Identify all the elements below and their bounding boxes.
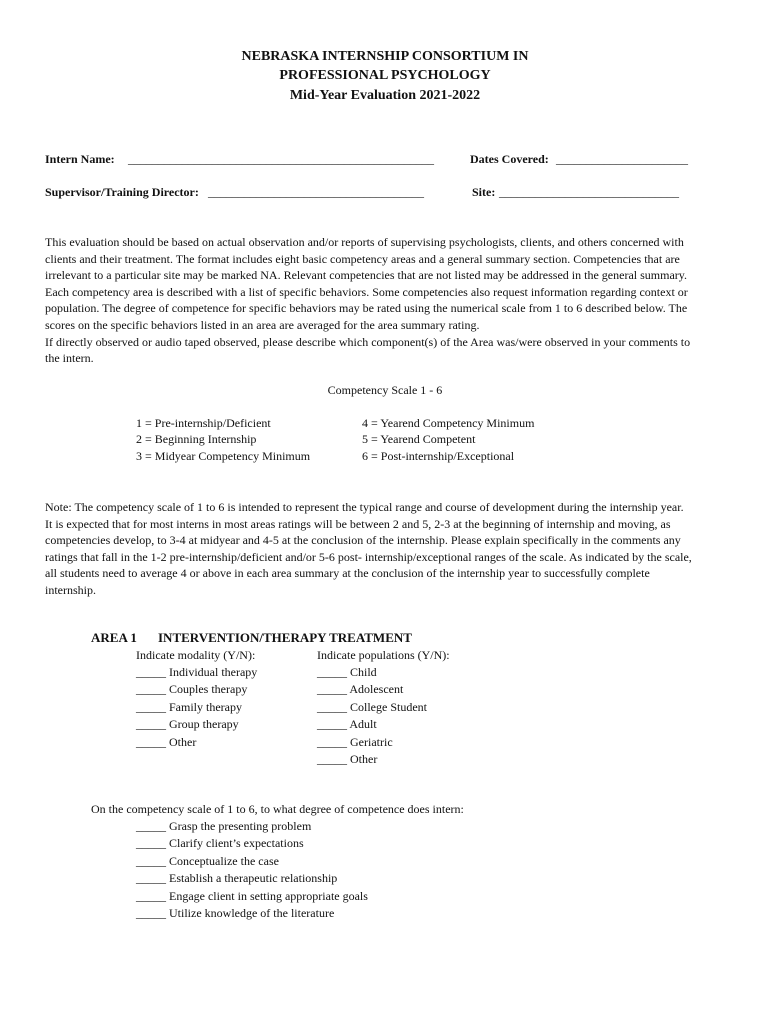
modality-item-couples[interactable]: _____ Couples therapy	[136, 682, 248, 696]
supervisor-field[interactable]: ____________________________________	[208, 185, 424, 199]
modality-item-other[interactable]: _____ Other	[136, 735, 197, 749]
scale-item-1: 1 = Pre-internship/Deficient	[136, 416, 271, 430]
scale-item-2: 2 = Beginning Internship	[136, 432, 257, 446]
population-item-college-student[interactable]: _____ College Student	[317, 700, 427, 714]
modality-heading: Indicate modality (Y/N):	[136, 648, 256, 662]
competence-prompt: On the competency scale of 1 to 6, to what degree of competence does intern:	[91, 802, 464, 816]
site-field[interactable]: ______________________________	[499, 185, 679, 199]
intro-line: the intern.	[45, 351, 94, 366]
scale-item-5: 5 = Yearend Competent	[362, 432, 476, 446]
competence-item-client-expectations[interactable]: _____ Clarify client’s expectations	[136, 836, 304, 850]
note-line: It is expected that for most interns in most areas ratings will be between 2 and 5, 2-3 at the beginning of internship and moving, as	[45, 516, 671, 531]
note-paragraph	[45, 499, 735, 599]
modality-item-family[interactable]: _____ Family therapy	[136, 700, 242, 714]
dates-covered-label: Dates Covered:	[470, 152, 549, 166]
competence-item-setting-goals[interactable]: _____ Engage client in setting appropriate goals	[136, 889, 368, 903]
competency-scale-title: Competency Scale 1 - 6	[327, 383, 443, 397]
intern-name-field[interactable]: ___________________________________________________	[128, 152, 434, 166]
document-title-line-3: Mid-Year Evaluation 2021-2022	[289, 88, 481, 103]
document-title-line-1: NEBRASKA INTERNSHIP CONSORTIUM IN	[241, 49, 529, 64]
competence-item-presenting-problem[interactable]: _____ Grasp the presenting problem	[136, 819, 312, 833]
document-title-line-2: PROFESSIONAL PSYCHOLOGY	[279, 68, 491, 83]
dates-covered-field[interactable]: ______________________	[556, 152, 688, 166]
scale-item-6: 6 = Post-internship/Exceptional	[362, 449, 515, 463]
site-label: Site:	[472, 185, 496, 199]
intro-line: irrelevant to a particular site may be marked NA. Relevant competencies that are not listed may be addressed in the general summary.	[45, 268, 687, 283]
note-line: ratings that fall in the 1-2 pre-internship/deficient and/or 5-6 post- internship/exceptional ranges of the scale. As indicated by the scale,	[45, 549, 692, 564]
area-title: INTERVENTION/THERAPY TREATMENT	[158, 630, 412, 645]
population-item-geriatric[interactable]: _____ Geriatric	[317, 735, 393, 749]
note-line: competencies develop, to 3-4 at midyear and 4-5 at the conclusion of the internship. Please explain specifically in the comments any	[45, 533, 681, 548]
intro-line: Each competency area is described with a list of specific behaviors. Some competencies also request information regarding context or	[45, 284, 688, 299]
intro-line: scores on the specific behaviors listed in an area are averaged for the area summary rating.	[45, 317, 480, 332]
population-item-child[interactable]: _____ Child	[317, 665, 377, 679]
note-line: all students need to average 4 or above in each area summary at the conclusion of the internship year to successfully complete	[45, 566, 650, 581]
supervisor-label: Supervisor/Training Director:	[45, 185, 199, 199]
intro-line: If directly observed or audio taped observed, please describe which component(s) of the Area was/were observed in your comments to	[45, 334, 691, 349]
scale-item-3: 3 = Midyear Competency Minimum	[136, 449, 311, 463]
note-line: internship.	[45, 582, 96, 597]
intro-line: population. The degree of competence for specific behaviors may be rated using the numerical scale from 1 to 6 described below. The	[45, 301, 688, 316]
area-number: AREA 1	[91, 630, 137, 645]
competence-item-therapeutic-relationship[interactable]: _____ Establish a therapeutic relationship	[136, 871, 338, 885]
intern-name-label: Intern Name:	[45, 152, 115, 166]
population-heading: Indicate populations (Y/N):	[317, 648, 450, 662]
intro-line: This evaluation should be based on actual observation and/or reports of supervising psychologists, clients, and others concerned with	[45, 235, 684, 249]
population-item-adolescent[interactable]: _____ Adolescent	[317, 682, 404, 696]
scale-item-4: 4 = Yearend Competency Minimum	[362, 416, 535, 430]
intro-line: clients and their treatment. The format includes eight basic competency areas and a general summary section. Competencies that are	[45, 251, 680, 266]
population-item-other[interactable]: _____ Other	[317, 752, 378, 766]
modality-item-individual[interactable]: _____ Individual therapy	[136, 665, 258, 679]
population-item-adult[interactable]: _____ Adult	[317, 717, 377, 731]
competence-item-knowledge-literature[interactable]: _____ Utilize knowledge of the literature	[136, 906, 335, 920]
competence-item-conceptualize-case[interactable]: _____ Conceptualize the case	[136, 854, 279, 868]
intro-paragraph	[45, 234, 735, 367]
modality-item-group[interactable]: _____ Group therapy	[136, 717, 239, 731]
note-line: Note: The competency scale of 1 to 6 is intended to represent the typical range and course of development during the internship year.	[45, 500, 684, 514]
